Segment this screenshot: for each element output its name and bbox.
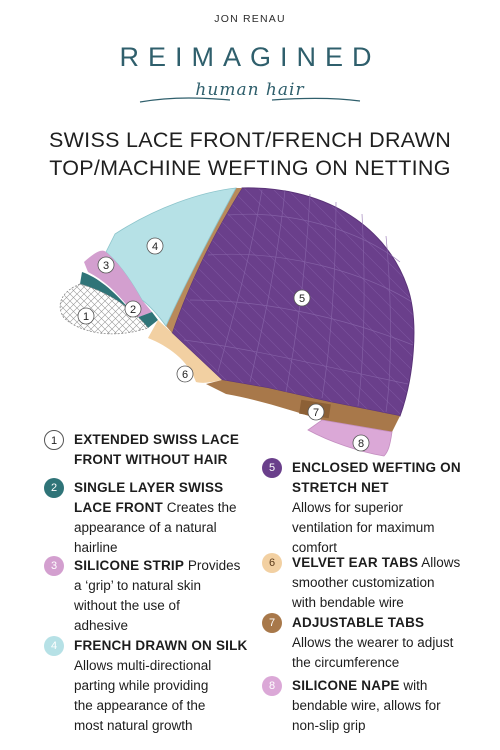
marker-5 (294, 290, 310, 306)
legend-badge-8: 8 (262, 676, 282, 696)
title-line-1: SWISS LACE FRONT/FRENCH DRAWN (48, 128, 452, 152)
legend-badge-5: 5 (262, 458, 282, 478)
logo-script (0, 80, 500, 114)
legend-text-3: SILICONE STRIP Provides a ‘grip’ to natural skin without the use of adhesive (74, 558, 241, 633)
legend-badge-7: 7 (262, 613, 282, 633)
svg-text:7: 7 (312, 407, 320, 419)
marker-1 (78, 308, 94, 324)
marker-3 (98, 257, 114, 273)
svg-text:5: 5 (298, 293, 306, 305)
svg-text:2: 2 (129, 304, 137, 316)
marker-4 (147, 238, 163, 254)
logo-script-text: human hair (195, 80, 305, 100)
legend-badge-4: 4 (44, 636, 64, 656)
svg-text:8: 8 (357, 438, 365, 450)
marker-2 (125, 301, 141, 317)
title-line-2: TOP/MACHINE WEFTING ON NETTING (49, 156, 451, 180)
svg-text:6: 6 (181, 369, 189, 381)
page-title (20, 126, 480, 182)
marker-7 (308, 404, 324, 420)
legend-badge-2: 2 (44, 478, 64, 498)
legend-badge-3: 3 (44, 556, 64, 576)
logo-main: REIMAGINED (119, 42, 381, 72)
brand-name: JON RENAU (214, 13, 286, 25)
svg-text:3: 3 (102, 260, 110, 272)
legend-badge-6: 6 (262, 553, 282, 573)
legend-text-8: SILICONE NAPE with bendable wire, allows for non-slip grip (292, 678, 441, 733)
legend-text-6: VELVET EAR TABS Allows smoother customization with bendable wire (292, 555, 461, 610)
legend-text-1: EXTENDED SWISS LACE FRONT WITHOUT HAIR (74, 432, 240, 467)
legend-text-2: SINGLE LAYER SWISS LACE FRONT Creates the appearance of a natural hairline (74, 480, 237, 555)
legend-text-7: ADJUSTABLE TABS Allows the wearer to adjust the circumference (292, 615, 454, 670)
wig-cap-diagram (40, 180, 430, 460)
svg-text:1: 1 (82, 311, 90, 323)
legend-text-5: ENCLOSED WEFTING ON STRETCH NET Allows for superior ventilation for maximum comfort (292, 460, 461, 555)
marker-6 (177, 366, 193, 382)
marker-8 (353, 435, 369, 451)
svg-text:4: 4 (151, 241, 159, 253)
legend-text-4: FRENCH DRAWN ON SILK Allows multi-directional parting while providing the appearance of the most natural growth (74, 638, 248, 733)
legend-badge-1: 1 (44, 430, 64, 450)
